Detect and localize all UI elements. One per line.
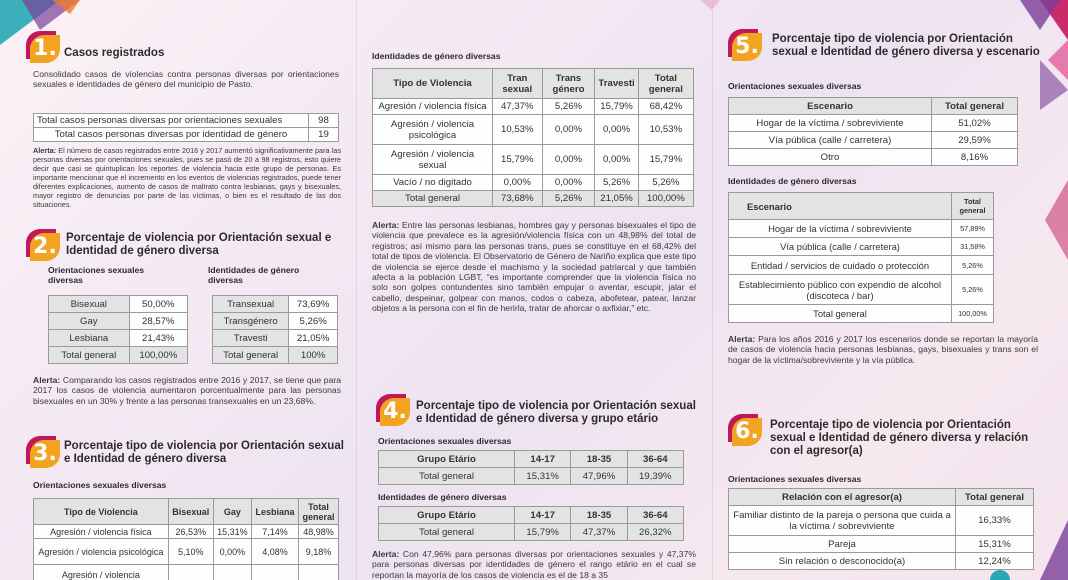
table-header: Grupo Etário bbox=[379, 507, 515, 524]
table-cell: 15,79% bbox=[515, 524, 571, 541]
alerta-label: Alerta: bbox=[372, 549, 400, 559]
section-2-title: Porcentaje de violencia por Orientación sexual e Identidad de género diversa bbox=[66, 232, 332, 257]
table-cell: 0,00% bbox=[595, 145, 638, 175]
table-cell: 51,02% bbox=[932, 115, 1018, 132]
table-header: Tran sexual bbox=[493, 69, 543, 99]
section-3-title: Porcentaje tipo de violencia por Orientación sexual e Identidad de género diversa bbox=[64, 440, 344, 465]
section-1-badge: 1. bbox=[30, 35, 60, 63]
section-6-table bbox=[728, 488, 1034, 570]
column-1 bbox=[0, 0, 356, 580]
table-cell: Gay bbox=[49, 313, 130, 330]
table-header: 36-64 bbox=[627, 507, 683, 524]
table-cell: Agresión / violencia física bbox=[373, 99, 493, 115]
section-5-badge: 5. bbox=[732, 33, 762, 61]
alerta-label: Alerta: bbox=[728, 334, 756, 344]
section-1-intro: Consolidado casos de violencias contra personas diversas por orientaciones sexuales e identidades de género del municipio de Pasto. bbox=[33, 69, 339, 90]
table-cell: Hogar de la víctima / sobreviviente bbox=[729, 220, 952, 238]
table-header: Grupo Etário bbox=[379, 451, 515, 468]
table-cell: 73,69% bbox=[289, 296, 338, 313]
alerta-text: Para los años 2016 y 2017 los escenarios donde se reportan la mayoría de casos de violencia hacia personas lesbianas, gays, bisexuales y trans son el hogar de la víctima/sobreviviente y la vía pública. bbox=[728, 334, 1039, 365]
table-cell: Transgénero bbox=[213, 313, 289, 330]
table-cell: 15,31% bbox=[515, 468, 571, 485]
table-cell: 0,00% bbox=[595, 115, 638, 145]
section-2-orient-head: Orientaciones sexuales diversas bbox=[48, 265, 145, 285]
table-cell: 21,05% bbox=[595, 191, 638, 207]
table-cell: 10,53% bbox=[493, 115, 543, 145]
table-cell: Pareja bbox=[729, 536, 956, 553]
column-3 bbox=[712, 0, 1068, 580]
table-header: Total general bbox=[956, 489, 1034, 506]
table-header: Escenario bbox=[729, 98, 932, 115]
table-row bbox=[34, 128, 339, 142]
section-4-badge: 4. bbox=[380, 398, 410, 426]
table-cell: 10,53% bbox=[638, 115, 693, 145]
table-header: Travesti bbox=[595, 69, 638, 99]
table-cell: 5,26% bbox=[952, 275, 994, 305]
table-cell: 0,00% bbox=[542, 145, 595, 175]
section-2-ident-head: Identidades de género diversas bbox=[208, 265, 300, 285]
table-cell: 100,00% bbox=[129, 347, 187, 364]
section-6-subhead: Orientaciones sexuales diversas bbox=[728, 474, 862, 484]
section-6-badge: 6. bbox=[732, 418, 762, 446]
section-4-title: Porcentaje tipo de violencia por Orientación sexual e Identidad de género diversa y grupo etário bbox=[416, 400, 696, 425]
table-cell: 12,24% bbox=[956, 553, 1034, 570]
table-cell: 47,37% bbox=[493, 99, 543, 115]
section-1-table bbox=[33, 113, 339, 142]
table-cell: 4,08% bbox=[252, 539, 299, 565]
table-cell: 0,00% bbox=[493, 175, 543, 191]
table-cell: 47,96% bbox=[571, 468, 627, 485]
table-cell: Total general bbox=[379, 468, 515, 485]
table-cell: Total general bbox=[729, 305, 952, 323]
table-cell: Entidad / servicios de cuidado o protección bbox=[729, 256, 952, 275]
table-cell: 5,26% bbox=[289, 313, 338, 330]
table-cell: 15,31% bbox=[213, 525, 251, 539]
section-3-table bbox=[33, 498, 339, 580]
section-4-alerta bbox=[372, 549, 696, 580]
table-cell: Agresión / violencia psicológica bbox=[34, 539, 169, 565]
table-row bbox=[34, 114, 339, 128]
section-4-orient-table bbox=[378, 450, 684, 485]
table-header: Bisexual bbox=[168, 499, 213, 525]
section-3b-subhead: Identidades de género diversas bbox=[372, 51, 501, 61]
section-3b-table bbox=[372, 68, 694, 207]
section-4-ident-table bbox=[378, 506, 684, 541]
alerta-text: Comparando los casos registrados entre 2016 y 2017, se tiene que para 2017 los casos de violencia aumentaron porcentualmente para las personas bisexuales en un 30% y frente a las personas transexuales en un 23,68%. bbox=[33, 375, 342, 406]
table-cell: 73,68% bbox=[493, 191, 543, 207]
table-cell: 47,37% bbox=[571, 524, 627, 541]
table-cell: 15,79% bbox=[595, 99, 638, 115]
table-cell: 68,42% bbox=[638, 99, 693, 115]
table-cell bbox=[168, 565, 213, 580]
table-cell bbox=[213, 565, 251, 580]
table-cell: 26,32% bbox=[627, 524, 683, 541]
alerta-label: Alerta: bbox=[372, 220, 400, 230]
table-header: 18-35 bbox=[571, 451, 627, 468]
table-cell: 16,33% bbox=[956, 506, 1034, 536]
table-header: 18-35 bbox=[571, 507, 627, 524]
section-2-orient-table bbox=[48, 295, 188, 364]
table-header: 14-17 bbox=[515, 507, 571, 524]
table-cell: Establecimiento público con expendio de alcohol (discoteca / bar) bbox=[729, 275, 952, 305]
column-2 bbox=[356, 0, 712, 580]
table-header: Tipo de Violencia bbox=[34, 499, 169, 525]
table-cell: 31,58% bbox=[952, 238, 994, 256]
table-cell: 19 bbox=[309, 128, 339, 142]
table-header: 36-64 bbox=[627, 451, 683, 468]
table-cell: Total casos personas diversas por orientaciones sexuales bbox=[34, 114, 309, 128]
table-cell: Agresión / violencia bbox=[34, 565, 169, 580]
table-cell: Agresión / violencia sexual bbox=[373, 145, 493, 175]
table-cell: 9,18% bbox=[299, 539, 339, 565]
section-2-ident-table bbox=[212, 295, 338, 364]
section-6-title: Porcentaje tipo de violencia por Orientación sexual e Identidad de género diversa y relación con el agresor(a) bbox=[770, 419, 1029, 457]
table-cell: 8,16% bbox=[932, 149, 1018, 166]
table-header: Relación con el agresor(a) bbox=[729, 489, 956, 506]
table-cell: 5,26% bbox=[542, 191, 595, 207]
table-cell: Hogar de la víctima / sobreviviente bbox=[729, 115, 932, 132]
table-cell: 0,00% bbox=[213, 539, 251, 565]
section-3-subhead: Orientaciones sexuales diversas bbox=[33, 480, 167, 490]
section-5-orient-table bbox=[728, 97, 1018, 166]
section-4-orient-head: Orientaciones sexuales diversas bbox=[378, 436, 512, 446]
table-header: Escenario bbox=[729, 193, 952, 220]
section-5-title: Porcentaje tipo de violencia por Orientación sexual e Identidad de género diversa y escenario bbox=[772, 33, 1040, 58]
table-cell: 5,26% bbox=[595, 175, 638, 191]
table-cell: 5,26% bbox=[952, 256, 994, 275]
table-cell: 19,39% bbox=[627, 468, 683, 485]
table-header: Gay bbox=[213, 499, 251, 525]
table-cell: 15,79% bbox=[493, 145, 543, 175]
table-cell: 100% bbox=[289, 347, 338, 364]
table-cell: Bisexual bbox=[49, 296, 130, 313]
table-cell: 5,26% bbox=[542, 99, 595, 115]
table-cell: Vía pública (calle / carretera) bbox=[729, 132, 932, 149]
table-header: 14-17 bbox=[515, 451, 571, 468]
table-cell: Vacío / no digitado bbox=[373, 175, 493, 191]
section-1-alerta bbox=[33, 146, 341, 209]
alerta-label: Alerta: bbox=[33, 146, 57, 155]
table-cell: 48,98% bbox=[299, 525, 339, 539]
table-cell: Total general bbox=[373, 191, 493, 207]
table-cell: Sin relación o desconocido(a) bbox=[729, 553, 956, 570]
section-1-title: Casos registrados bbox=[64, 47, 165, 59]
table-cell: Total general bbox=[213, 347, 289, 364]
table-cell: Lesbiana bbox=[49, 330, 130, 347]
section-4-ident-head: Identidades de género diversas bbox=[378, 492, 507, 502]
alerta-text: Con 47,96% para personas diversas por orientaciones sexuales y 47,37% para personas diversas por identidades de género el rango etário en el cual se reportan la mayoría de los casos de violencia es el de 18 a 35 bbox=[372, 549, 696, 580]
table-cell: 21,05% bbox=[289, 330, 338, 347]
table-cell: 0,00% bbox=[542, 115, 595, 145]
section-5-alerta bbox=[728, 334, 1038, 365]
table-cell: 57,89% bbox=[952, 220, 994, 238]
table-cell: 50,00% bbox=[129, 296, 187, 313]
alerta-text: El número de casos registrados entre 2016 y 2017 aumentó significativamente para las personas diversas por orientaciones sexuales, pues se pasó de 20 a 98 registros, esto quiere decir que casi se quintuplican los reportes de violencia hacia este grupo de personas. Es importante mencionar que el incremento en los eventos de violencias registrados, puede tener diferentes explicaciones, aumento de casos de maltrato contra lesbianas, gays y bisexuales, mayor registro de denuncias por parte de las víctimas, o bien es el resultado de las dos situaciones. bbox=[33, 146, 342, 209]
table-cell: 15,31% bbox=[956, 536, 1034, 553]
table-cell: Total general bbox=[49, 347, 130, 364]
table-cell: 7,14% bbox=[252, 525, 299, 539]
table-cell: Otro bbox=[729, 149, 932, 166]
table-cell bbox=[252, 565, 299, 580]
table-header: Trans género bbox=[542, 69, 595, 99]
alerta-label: Alerta: bbox=[33, 375, 61, 385]
section-5-ident-table bbox=[728, 192, 994, 323]
table-cell: 100,00% bbox=[638, 191, 693, 207]
table-header: Total general bbox=[299, 499, 339, 525]
table-header: Total general bbox=[638, 69, 693, 99]
section-2-alerta bbox=[33, 375, 341, 406]
table-cell: Total casos personas diversas por identidad de género bbox=[34, 128, 309, 142]
table-cell: Agresión / violencia psicológica bbox=[373, 115, 493, 145]
section-5-ident-head: Identidades de género diversas bbox=[728, 176, 857, 186]
table-cell: 5,26% bbox=[638, 175, 693, 191]
table-cell: Vía pública (calle / carretera) bbox=[729, 238, 952, 256]
table-cell: Transexual bbox=[213, 296, 289, 313]
table-cell: 98 bbox=[309, 114, 339, 128]
section-3-badge: 3. bbox=[30, 440, 60, 468]
table-header: Total general bbox=[932, 98, 1018, 115]
section-5-orient-head: Orientaciones sexuales diversas bbox=[728, 81, 862, 91]
alerta-text: Entre las personas lesbianas, hombres gay y personas bisexuales el tipo de violencia que prevalece es la agresión/violencia física con un 48,98% del total de registros; así mismo para las personas trans, pues se constituye en el 68,42% del total de tipos de violencia. El Observatorio de Género de Nariño explica que este tipo de violencia se ejerce desde el machismo y la sociedad patriarcal y que también afecta a la población LGBT, “es importante comprender que la violencia física no solo son golpes contundentes sino también empujar o aventar, escupir, jalar el cabello, despeinar, golpear con manos, codos o cabeza, abofetear, patear, lanzar objetos a la persona con el fin de herirla, tratar de ahorcar o axfixiar,” etc. bbox=[372, 220, 696, 314]
table-cell: 5,10% bbox=[168, 539, 213, 565]
table-cell: Total general bbox=[379, 524, 515, 541]
table-cell: Agresión / violencia física bbox=[34, 525, 169, 539]
table-cell: 0,00% bbox=[542, 175, 595, 191]
table-cell: 15,79% bbox=[638, 145, 693, 175]
table-header: Tipo de Violencia bbox=[373, 69, 493, 99]
table-cell: 28,57% bbox=[129, 313, 187, 330]
table-cell: Travesti bbox=[213, 330, 289, 347]
table-header: Total general bbox=[952, 193, 994, 220]
section-2-badge: 2. bbox=[30, 233, 60, 261]
table-cell bbox=[299, 565, 339, 580]
section-3b-alerta bbox=[372, 220, 696, 314]
table-cell: Familiar distinto de la pareja o persona que cuida a la víctima / sobreviviente bbox=[729, 506, 956, 536]
table-cell: 29,59% bbox=[932, 132, 1018, 149]
table-cell: 21,43% bbox=[129, 330, 187, 347]
table-cell: 100,00% bbox=[952, 305, 994, 323]
table-cell: 26,53% bbox=[168, 525, 213, 539]
table-header: Lesbiana bbox=[252, 499, 299, 525]
